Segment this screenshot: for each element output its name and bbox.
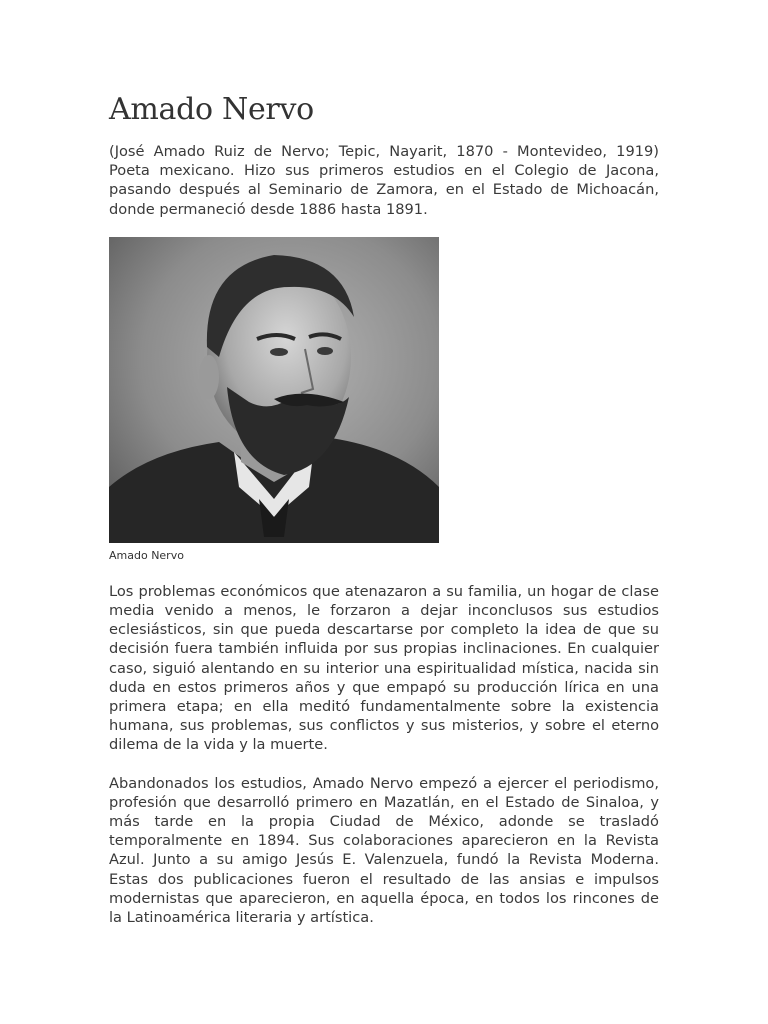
- portrait-photo: [109, 237, 439, 543]
- article-title: Amado Nervo: [109, 92, 314, 127]
- body-paragraph: Abandonados los estudios, Amado Nervo empezó a ejercer el periodismo, profesión que desarrolló primero en Mazatlán, en el Estado de Sinaloa, y más tarde en la propia Ciudad de México, adonde se trasladó temporalmente en 1894. Sus colaboraciones aparecieron en la Revista Azul. Junto a su amigo Jesús E. Valenzuela, fundó la Revista Moderna. Estas dos publicaciones fueron el resultado de las ansias e impulsos modernistas que aparecieron, en aquella época, en todos los rincones de la Latinoamérica literaria y artística.: [109, 774, 659, 927]
- intro-paragraph: (José Amado Ruiz de Nervo; Tepic, Nayarit, 1870 - Montevideo, 1919) Poeta mexicano. Hizo sus primeros estudios en el Colegio de Jacona, pasando después al Seminario de Zamora, en el Estado de Michoacán, donde permaneció desde 1886 hasta 1891.: [109, 143, 659, 218]
- body-paragraph: Los problemas económicos que atenazaron a su familia, un hogar de clase media venido a menos, le forzaron a dejar inconclusos sus estudios eclesiásticos, sin que pueda descartarse por completo la idea de que su decisión fuera también influida por sus propias inclinaciones. En cualquier caso, siguió alentando en su interior una espiritualidad mística, nacida sin duda en estos primeros años y que empapó su producción lírica en una primera etapa; en ella meditó fundamentalmente sobre la existencia humana, sus problemas, sus conflictos y sus misterios, y sobre el eterno dilema de la vida y la muerte.: [109, 582, 659, 754]
- photo-caption: Amado Nervo: [109, 548, 184, 562]
- article: [109, 92, 659, 927]
